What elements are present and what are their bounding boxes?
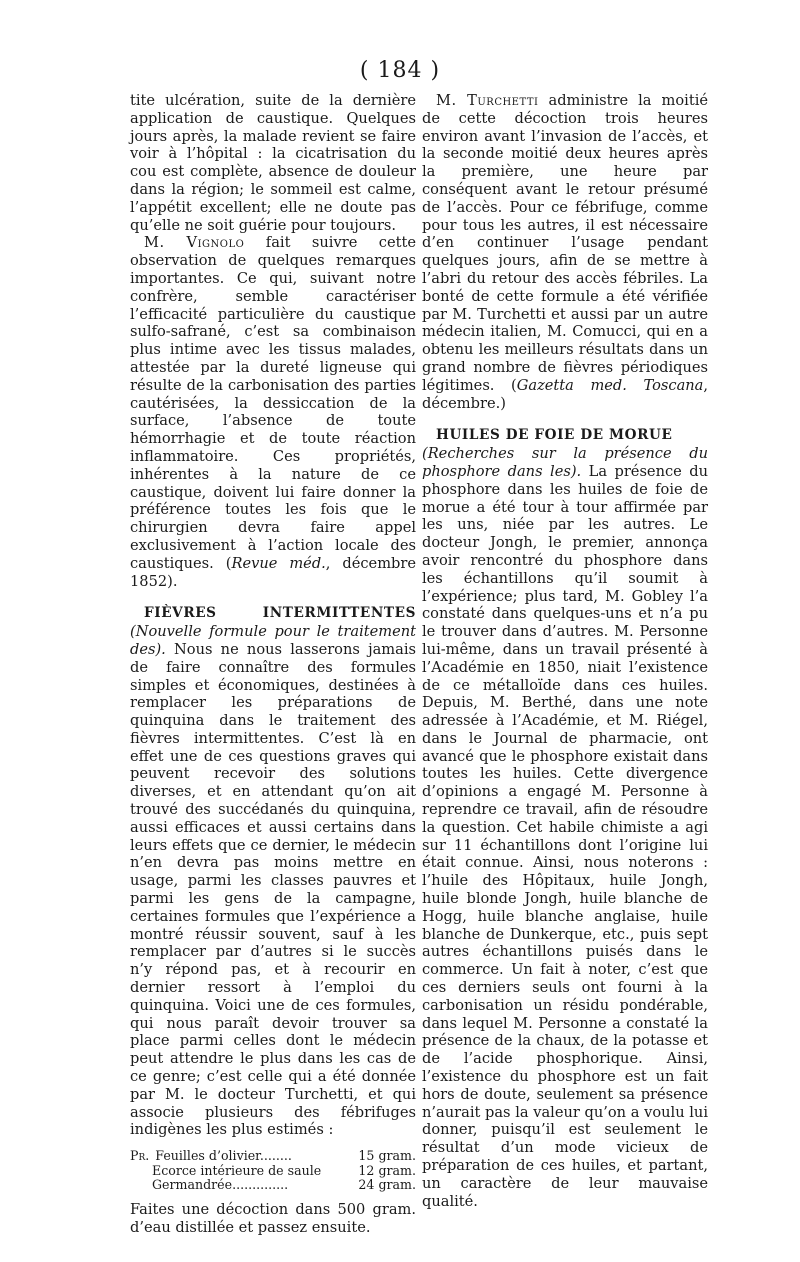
paragraph-instructions: Faites une décoction dans 500 gram. d’eau distillée et passez ensuite. — [130, 1200, 416, 1236]
right-column — [422, 92, 708, 1210]
recipe-ingredient: Germandrée.............. — [152, 1177, 289, 1193]
recipe-quantity: 24 gram. — [358, 1177, 416, 1193]
recipe-row — [130, 1178, 416, 1193]
author-name: M. Vignolo — [144, 234, 245, 252]
paragraph-text: fait suivre cette observation de quelques remarques importantes. Ce qui, suivant notre confrère, semble caractériser l’efficacité particulière du caustique sulfo-safrané, c’est sa combinaison plus intime avec les tissus malades, attestée par la dureté ligneuse qui résulte de la carbonisation des parties cautérisées, la dessiccation de la surface, l’absence de toute hémorrhagie et de toute réaction inflammatoire. Ces propriétés, inhérentes à la nature de ce caustique, doivent lui faire donner la préférence toutes les fois que le chirurgien devra faire appel exclusivement à l’action locale des caustiques. ( — [130, 234, 416, 572]
left-column — [130, 92, 416, 1236]
paragraph-vignolo — [130, 234, 416, 590]
citation-date: , décembre 1852). — [130, 554, 416, 590]
source-citation: Gazetta med. Toscana — [516, 376, 704, 394]
recipe-row — [130, 1164, 416, 1179]
section-subheading: (Recherches sur la présence du phosphore dans les). — [422, 445, 708, 480]
paragraph-fievres — [130, 604, 416, 1139]
page-number: ( 184 ) — [359, 58, 441, 83]
recipe-block — [130, 1149, 416, 1193]
section-heading-huiles: HUILES DE FOIE DE MORUE — [436, 427, 673, 444]
paragraph-huiles — [422, 426, 708, 1210]
paragraph-text: administre la moitié de cette décoction trois heures environ avant l’invasion de l’accès, et la seconde moitié deux heures après la première, une heure par conséquent avant le retour présumé de l’accès. Pour ce fébrifuge, comme pour tous les autres, il est nécessaire d’en continuer l’usage pendant quelques jours, afin de se mettre à l’abri du retour des accès fébriles. La bonté de cette formule a été vérifiée par M. Turchetti et aussi par un autre médecin italien, M. Comucci, qui en a obtenu les meilleurs résultats dans un grand nombre de fièvres périodiques légitimes. ( — [422, 92, 709, 394]
source-citation: Revue méd. — [231, 554, 326, 572]
author-name: M. Turchetti — [436, 92, 539, 109]
recipe-row — [130, 1149, 416, 1164]
section-subheading: (Nouvelle formule pour le traitement des). — [130, 623, 416, 658]
paragraph-turchetti — [422, 92, 708, 412]
paragraph-text: Nous ne nous lasserons jamais de faire connaître des formules simples et économiques, destinées à remplacer les préparations de quinquina dans le traitement des fièvres intermittentes. C’est là en effet une de ces questions graves qui peuvent recevoir des solutions diverses, et en attendant qu’on ait trouvé des succédanés du quinquina, aussi efficaces et aussi certains dans leurs effets que ce dernier, le médecin n’en devra pas moins mettre en usage, parmi les classes pauvres et parmi les gens de la campagne, certaines formules que l’expérience a montré réussir souvent, sauf à les remplacer par d’autres si le succès n’y répond pas, et à recourir en dernier ressort à l’emploi du quinquina. Voici une de ces formules, qui nous paraît devoir trouver sa place parmi celles dont le médecin peut attendre le plus dans les cas de ce genre; c’est celle qui a été donnée par M. le docteur Turchetti, et qui associe plusieurs des fébrifuges indigènes les plus estimés : — [130, 640, 416, 1139]
recipe-ingredient: Ecorce intérieure de saule — [152, 1162, 322, 1178]
recipe-ingredient: Feuilles d’olivier........ — [155, 1148, 292, 1164]
paragraph-text: La présence du phosphore dans les huiles de foie de morue a été tour à tour affirmée par les uns, niée par les autres. Le docteur Jongh, le premier, annonça avoir rencontré du phosphore dans les échantillons qu’il soumit à l’expérience; plus tard, M. Gobley l’a constaté dans quelques-uns et n’a pu le trouver dans d’autres. M. Personne lui-même, dans un travail présenté à l’Académie en 1850, niait l’existence de ce métalloïde dans ces huiles. Depuis, M. Berthé, dans une note adressée à l’Académie, et M. Riégel, dans le Journal de pharmacie, ont avancé que le phosphore existait dans toutes les huiles. Cette divergence d’opinions a engagé M. Personne à reprendre ce travail, afin de résoudre la question. Cet habile chimiste a agi sur 11 échantillons dont l’origine lui était connue. Ainsi, nous noterons : l’huile des Hôpitaux, huile Jongh, huile blonde Jongh, huile blanche de Hogg, huile blanche anglaise, huile blanche de Dunkerque, etc., puis sept autres échantillons puisés dans le commerce. Un fait à noter, c’est que ces derniers seuls ont fourni à la carbonisation un résidu pondérable, dans lequel M. Personne a constaté la présence de la chaux, de la potasse et de l’acide phosphorique. Ainsi, l’existence du phosphore est un fait hors de doute, seulement sa présence n’aurait pas la valeur qu’on a voulu lui donner, puisqu’il est seulement le résultat d’un mode vicieux de préparation de ces huiles, et partant, un caractère de leur mauvaise qualité. — [422, 462, 708, 1210]
recipe-quantity: 15 gram. — [358, 1148, 416, 1164]
citation-date: , décembre.) — [422, 376, 709, 412]
recipe-prefix: Pr. — [130, 1148, 150, 1164]
section-heading-fievres: FIÈVRES INTERMITTENTES — [144, 605, 416, 622]
paragraph-continuation: tite ulcération, suite de la dernière application de caustique. Quelques jours après, la malade revient se faire voir à l’hôpital : la cicatrisation du cou est complète, absence de douleur dans la région; le sommeil est calme, l’appétit excellent; elle ne doute pas qu’elle ne soit guérie pour toujours. — [130, 92, 416, 234]
recipe-quantity: 12 gram. — [358, 1162, 416, 1178]
